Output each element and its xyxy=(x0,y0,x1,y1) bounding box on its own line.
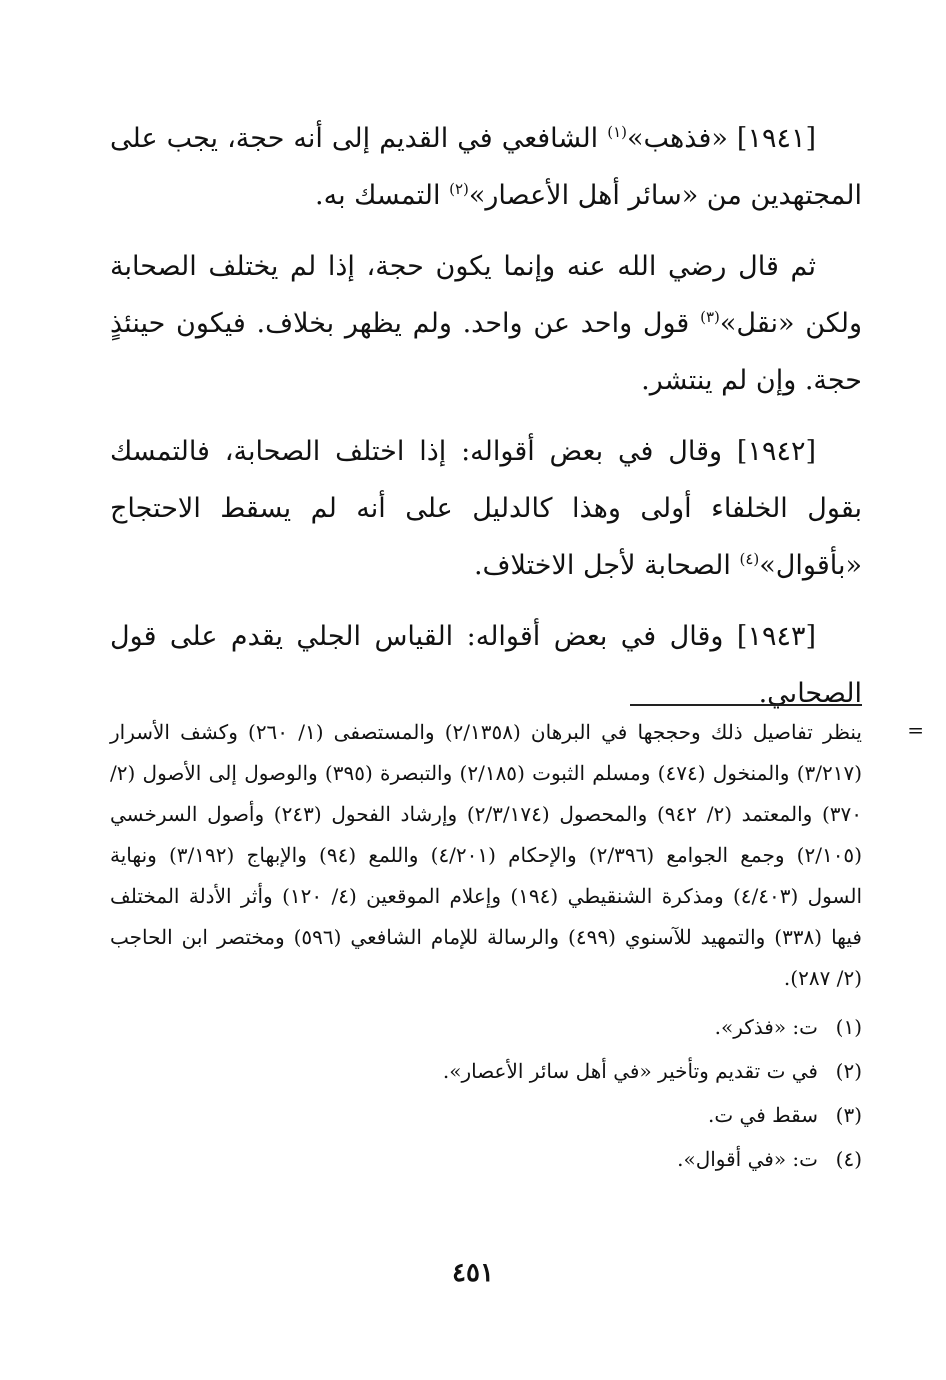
paragraph-text: ثم قال رضي الله عنه وإنما يكون حجة، إذا لم يختلف الصحابة ولكن «نقل» xyxy=(110,251,862,339)
paragraph-text: التمسك به. xyxy=(315,180,450,211)
footnote-ref-4[interactable]: (٤) xyxy=(739,550,760,568)
paragraph-1941 xyxy=(110,110,862,224)
footnote-ref-2[interactable]: (٢) xyxy=(449,180,469,198)
paragraph-text: الشافعي في القديم إلى أنه حجة، يجب على المجتهدين من «سائر أهل الأعصار» xyxy=(110,123,862,211)
page-number: ٤٥١ xyxy=(452,1258,494,1288)
footnote-text: في ت تقديم وتأخير «في أهل سائر الأعصار». xyxy=(442,1059,818,1083)
footnote-number: (٤) xyxy=(835,1147,862,1171)
footnote-item xyxy=(110,1137,862,1181)
paragraph-text: [١٩٤٣] وقال في بعض أقواله: القياس الجلي يقدم على قول الصحابي. xyxy=(110,621,862,709)
footnote-item xyxy=(110,1093,862,1137)
footnote-list xyxy=(110,1005,862,1181)
footnote-number: (٢) xyxy=(835,1059,862,1083)
footnote-number: (٣) xyxy=(835,1103,862,1127)
footnote-ref-3[interactable]: (٣) xyxy=(700,308,720,326)
footnote-ref-1[interactable]: (١) xyxy=(607,123,627,141)
footnote-text: ت: «في أقوال». xyxy=(677,1147,818,1171)
paragraph-continuation xyxy=(110,238,862,409)
paragraph-1942 xyxy=(110,423,862,594)
footnote-continuation: ينظر تفاصيل ذلك وحججها في البرهان (٢/١٣٥٨) والمستصفى (١/ ٢٦٠) وكشف الأسرار (٣/٢١٧) والمنخول (٤٧٤) ومسلم الثبوت (٢/١٨٥) والتبصرة (٣٩٥) والوصول إلى الأصول (٢/ ٣٧٠) والمعتمد (٢/ ٩٤٢) والمحصول (٢/٣/١٧٤) وإرشاد الفحول (٢٤٣) وأصول السرخسي (٢/١٠٥) وجمع الجوامع (٢/٣٩٦) والإحكام (٤/٢٠١) واللمع (٩٤) والإبهاج (٣/١٩٢) ونهاية السول (٤/٤٠٣) ومذكرة الشنقيطي (١٩٤) وإعلام الموقعين (٤/ ١٢٠) وأثر الأدلة المختلف فيها (٣٣٨) والتمهيد للآسنوي (٤٩٩) والرسالة للإمام الشافعي (٥٩٦) ومختصر ابن الحاجب (٢/ ٢٨٧). xyxy=(110,720,863,990)
footnote-item xyxy=(110,1049,862,1093)
paragraph-text: [١٩٤٢] وقال في بعض أقواله: إذا اختلف الصحابة، فالتمسك بقول الخلفاء أولى وهذا كالدليل على أنه لم يسقط الاحتجاج «بأقوال» xyxy=(110,436,862,581)
footnote-item xyxy=(110,1005,862,1049)
continuation-mark: = xyxy=(907,718,924,742)
footnote-divider xyxy=(630,704,862,706)
footnote-text: ت: «فذكر». xyxy=(714,1015,818,1039)
footnotes xyxy=(110,712,924,1181)
footnote-text: سقط في ت. xyxy=(708,1103,818,1127)
paragraph-text: الصحابة لأجل الاختلاف. xyxy=(473,550,740,581)
page-body xyxy=(110,110,862,736)
footnote-number: (١) xyxy=(835,1015,862,1039)
paragraph-text: قول واحد عن واحد. ولم يظهر بخلاف. فيكون حينئذٍ حجة. وإن لم ينتشر. xyxy=(110,308,862,396)
paragraph-text: [١٩٤١] «فذهب» xyxy=(627,123,816,154)
